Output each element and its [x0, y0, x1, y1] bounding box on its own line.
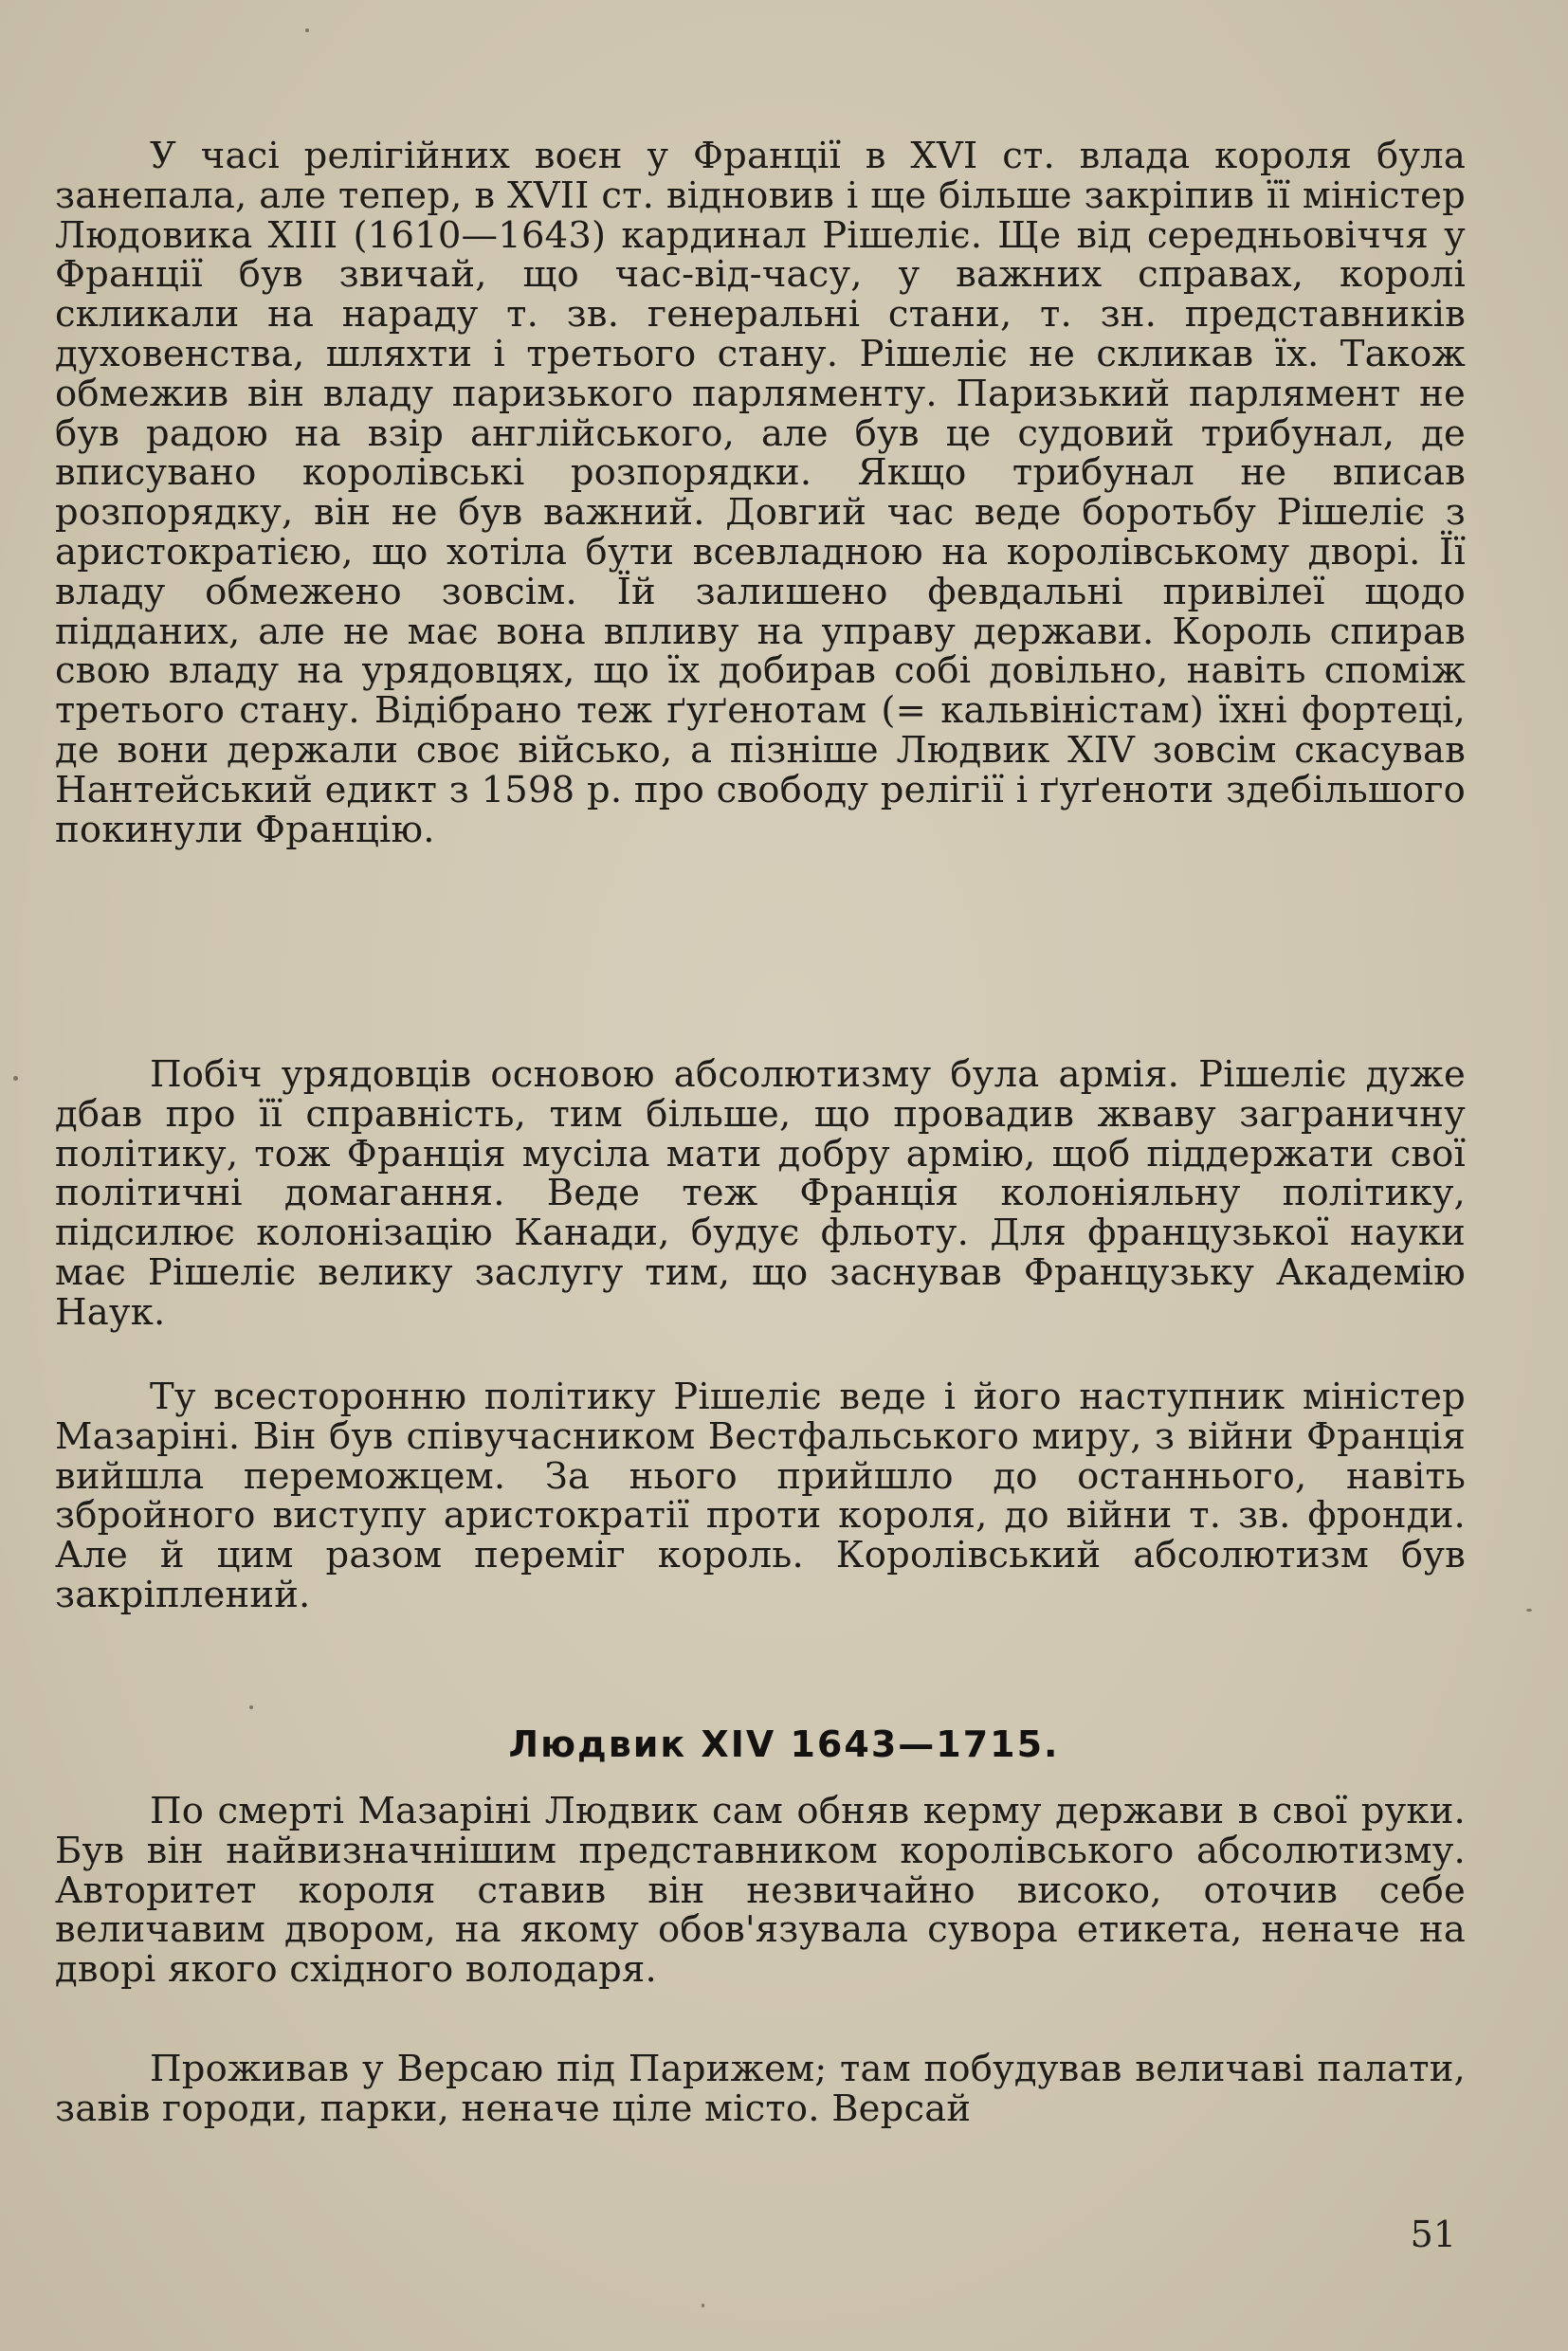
- section-heading: Людвик XIV 1643—1715.: [508, 1723, 1060, 1765]
- paragraph-4: По смерті Мазаріні Людвик сам обняв керму держави в свої руки. Був він найвизначнішим представником королівського абсолютизму. Авторитет короля ставив він незвичайно високо, отoчив себе величавим двором, на якому обов'язувала сувора етикета, неначе на дворі якого східного володаря.: [55, 1790, 1466, 1992]
- text-block-4: [55, 1792, 1466, 1990]
- paper-speck: [13, 1076, 18, 1081]
- paper-speck: [1526, 1609, 1532, 1612]
- paragraph-5: Проживав у Версаю під Парижем; там побудував величаві палати, завів городи, парки, неначе ціле місто. Версай: [55, 2048, 1466, 2130]
- page-number: 51: [1410, 2214, 1456, 2255]
- paragraph-3: Ту всесторонню політику Рішеліє веде і його наступник міністер Мазаріні. Він був співучасником Вестфальського миру, з війни Франція вийшла переможцем. За нього прийшло до останнього, навіть збройного виступу аристократії проти короля, до війни т. зв. фронди. Але й цим разом переміг король. Королівський абсолютизм був закріплений.: [55, 1376, 1466, 1616]
- paragraph-1: У часі релігійних воєн у Франції в XVI ст. влада короля була занепала, але тепер, в XVII ст. відновив і ще більше закріпив її міністер Людовика XIII (1610—1643) кардинал Рішеліє. Ще від середньовіччя у Франції був звичай, що час-від-часу, у важних справах, королі скликали на нараду т. зв. генеральні стани, т. зн. представників духовенства, шляхти і третього стану. Рішеліє не скликав їх. Також обмежив він владу паризького парляменту. Паризький парлямент не був радою на взір англійського, але був це судовий трибунал, де вписувано королівські розпорядки. Якщо трибунал не вписав розпорядку, він не був важний. Довгий час веде боротьбу Рішеліє з аристократією, що хотіла бути всевладною на королівському дворі. Її владу обмежено зовсім. Їй залишено февдальні привілеї щодо підданих, але не має вона впливу на управу держави. Король спирав свою владу на урядовцях, що їх добирав собі довільно, навіть споміж третього стану. Відібрано теж ґуґенотам (= кальвіністам) їхні фортеці, де вони держали своє військо, а пізніше Людвик XIV зовсім скасував Нантейський едикт з 1598 р. про свободу релігії і ґуґеноти здебільшого покинули Францію.: [55, 135, 1466, 851]
- paper-speck: [702, 2304, 704, 2307]
- paper-speck: [305, 28, 309, 32]
- text-block-1: [55, 137, 1466, 849]
- text-block-5: [55, 2050, 1466, 2129]
- text-block-2: [55, 1055, 1466, 1333]
- paper-speck: [249, 1705, 253, 1709]
- paragraph-2: Побіч урядовців основою абсолютизму була армія. Рішеліє дуже дбав про її справність, тим більше, що провадив жваву заграничну політику, тож Франція мусіла мати добру армію, щоб піддержати свої політичні домагання. Веде теж Франція колоніяльну політику, підсилює колонізацію Канади, будує фльоту. Для французької науки має Рішеліє велику заслугу тим, що заснував Французьку Академію Наук.: [55, 1053, 1466, 1334]
- text-block-3: [55, 1377, 1466, 1615]
